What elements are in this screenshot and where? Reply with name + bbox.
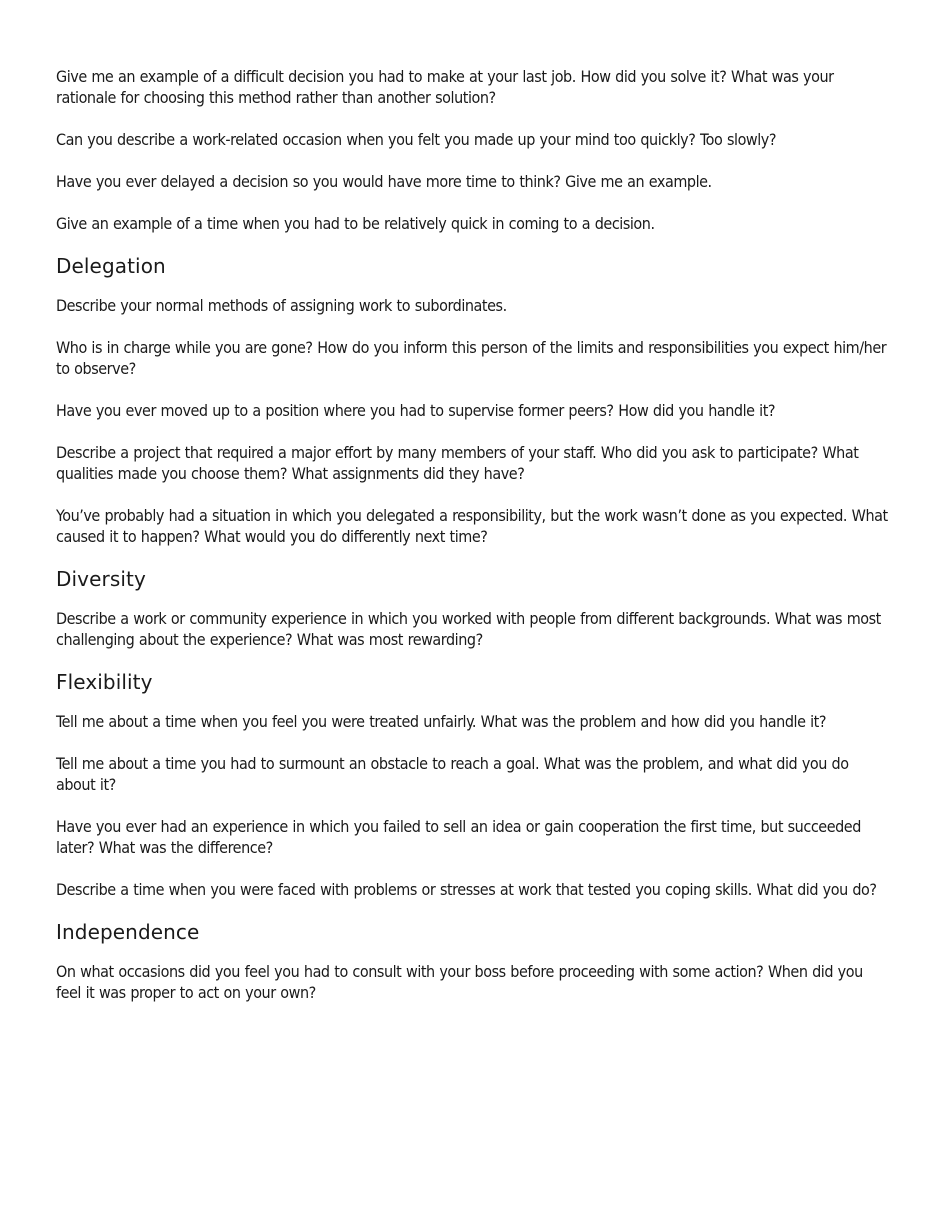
- question-paragraph: Describe your normal methods of assigning work to subordinates.: [56, 296, 507, 315]
- question-paragraph: Describe a time when you were faced with problems or stresses at work that tested you coping skills. What did you do?: [56, 880, 877, 899]
- question-paragraph: Give an example of a time when you had to be relatively quick in coming to a decision.: [56, 214, 655, 233]
- section-heading-diversity: Diversity: [56, 567, 146, 591]
- question-paragraph: Have you ever delayed a decision so you would have more time to think? Give me an example.: [56, 172, 712, 191]
- section-heading-independence: Independence: [56, 920, 200, 944]
- question-paragraph: Tell me about a time when you feel you were treated unfairly. What was the problem and how did you handle it?: [56, 712, 827, 731]
- question-paragraph: Tell me about a time you had to surmount an obstacle to reach a goal. What was the problem, and what did you do about it?: [56, 754, 849, 794]
- question-paragraph: On what occasions did you feel you had to consult with your boss before proceeding with some action? When did you feel it was proper to act on your own?: [56, 962, 863, 1002]
- question-paragraph: Describe a project that required a major effort by many members of your staff. Who did you ask to participate? What qualities made you choose them? What assignments did they have?: [56, 443, 859, 483]
- section-heading-flexibility: Flexibility: [56, 670, 153, 694]
- document-page: [56, 66, 892, 1024]
- question-paragraph: Who is in charge while you are gone? How do you inform this person of the limits and responsibilities you expect him/her to observe?: [56, 338, 887, 378]
- question-paragraph: Have you ever had an experience in which you failed to sell an idea or gain cooperation the first time, but succeeded later? What was the difference?: [56, 817, 861, 857]
- section-heading-delegation: Delegation: [56, 254, 166, 278]
- question-paragraph: You’ve probably had a situation in which you delegated a responsibility, but the work wasn’t done as you expected. What caused it to happen? What would you do differently next time?: [56, 506, 888, 546]
- question-paragraph: Give me an example of a difficult decision you had to make at your last job. How did you solve it? What was your rationale for choosing this method rather than another solution?: [56, 67, 834, 107]
- question-paragraph: Describe a work or community experience in which you worked with people from different backgrounds. What was most challenging about the experience? What was most rewarding?: [56, 609, 881, 649]
- question-paragraph: Have you ever moved up to a position where you had to supervise former peers? How did you handle it?: [56, 401, 776, 420]
- question-paragraph: Can you describe a work-related occasion when you felt you made up your mind too quickly? Too slowly?: [56, 130, 777, 149]
